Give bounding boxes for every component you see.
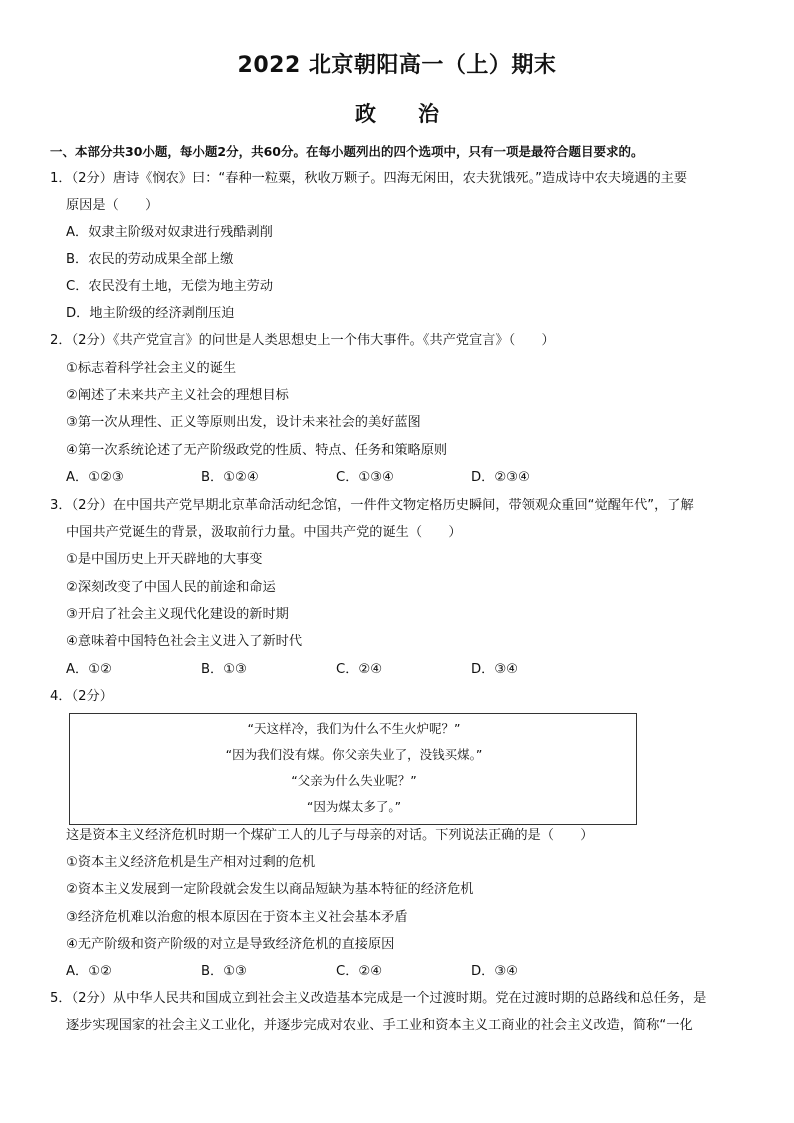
question-5-stem-cont: 逐步实现国家的社会主义工业化，并逐步完成对农业、手工业和资本主义工商业的社会主义改造，简称“一化 bbox=[66, 1018, 693, 1033]
dialogue-line-3: “父亲为什么失业呢？” bbox=[291, 773, 417, 788]
question-3-stem: 3．（2分）在中国共产党早期北京革命活动纪念馆，一件件文物定格历史瞬间，带领观众重回“觉醒年代”，了解 bbox=[50, 498, 694, 513]
question-4-item-1: ①资本主义经济危机是生产相对过剩的危机 bbox=[66, 855, 316, 870]
question-2-item-4: ④第一次系统论述了无产阶级政党的性质、特点、任务和策略原则 bbox=[66, 443, 448, 458]
question-2-choices bbox=[66, 469, 606, 487]
question-2-item-3: ③第一次从理性、正义等原则出发，设计未来社会的美好蓝图 bbox=[66, 415, 421, 430]
choice-d: D．③④ bbox=[471, 662, 518, 677]
choice-d: D．③④ bbox=[471, 964, 518, 979]
dialogue-box bbox=[69, 713, 637, 825]
question-2-item-1: ①标志着科学社会主义的诞生 bbox=[66, 361, 237, 376]
question-5-stem: 5．（2分）从中华人民共和国成立到社会主义改造基本完成是一个过渡时期。党在过渡时期的总路线和总任务，是 bbox=[50, 991, 707, 1006]
question-4-item-2: ②资本主义发展到一定阶段就会发生以商品短缺为基本特征的经济危机 bbox=[66, 882, 474, 897]
question-4-item-3: ③经济危机难以治愈的根本原因在于资本主义社会基本矛盾 bbox=[66, 910, 408, 925]
question-3-item-2: ②深刻改变了中国人民的前途和命运 bbox=[66, 580, 276, 595]
choice-a: A．①② bbox=[66, 662, 112, 677]
choice-a: A．①②③ bbox=[66, 470, 124, 485]
choice-a: A．①② bbox=[66, 964, 112, 979]
choice-b: B．①③ bbox=[201, 964, 247, 979]
dialogue-line-1: “天这样冷，我们为什么不生火炉呢？” bbox=[247, 721, 461, 736]
question-1-option-b: B．农民的劳动成果全部上缴 bbox=[66, 252, 234, 267]
question-3-item-4: ④意味着中国特色社会主义进入了新时代 bbox=[66, 634, 303, 649]
question-3-item-3: ③开启了社会主义现代化建设的新时期 bbox=[66, 607, 289, 622]
choice-c: C．②④ bbox=[336, 964, 383, 979]
question-1-option-c: C．农民没有土地，无偿为地主劳动 bbox=[66, 279, 274, 294]
question-4-choices bbox=[66, 963, 606, 981]
question-4-stem-cont: 这是资本主义经济危机时期一个煤矿工人的儿子与母亲的对话。下列说法正确的是（ ） bbox=[66, 828, 594, 843]
choice-b: B．①③ bbox=[201, 662, 247, 677]
question-3-stem-cont: 中国共产党诞生的背景，汲取前行力量。中国共产党的诞生（ ） bbox=[66, 525, 462, 540]
question-1-option-d: D．地主阶级的经济剥削压迫 bbox=[66, 306, 235, 321]
question-2-item-2: ②阐述了未来共产主义社会的理想目标 bbox=[66, 388, 289, 403]
dialogue-line-2: “因为我们没有煤。你父亲失业了，没钱买煤。” bbox=[225, 747, 483, 762]
choice-d: D．②③④ bbox=[471, 470, 530, 485]
question-4-stem: 4．（2分） bbox=[50, 689, 113, 704]
question-1-stem-cont: 原因是（ ） bbox=[66, 198, 159, 213]
choice-b: B．①②④ bbox=[201, 470, 259, 485]
choice-c: C．②④ bbox=[336, 662, 383, 677]
question-4-item-4: ④无产阶级和资产阶级的对立是导致经济危机的直接原因 bbox=[66, 937, 395, 952]
question-1-option-a: A．奴隶主阶级对奴隶进行残酷剥削 bbox=[66, 225, 273, 240]
section-heading: 一、本部分共30小题，每小题2分，共60分。在每小题列出的四个选项中，只有一项是最符合题目要求的。 bbox=[50, 144, 644, 159]
dialogue-line-4: “因为煤太多了。” bbox=[306, 799, 402, 814]
question-2-stem: 2．（2分）《共产党宣言》的问世是人类思想史上一个伟大事件。《共产党宣言》（ ） bbox=[50, 333, 555, 348]
choice-c: C．①③④ bbox=[336, 470, 394, 485]
question-1-stem: 1．（2分）唐诗《悯农》曰：“春种一粒粟，秋收万颗子。四海无闲田，农夫犹饿死。”造成诗中农夫境遇的主要 bbox=[50, 171, 688, 186]
subject-title: 政 治 bbox=[355, 102, 439, 126]
question-3-item-1: ①是中国历史上开天辟地的大事变 bbox=[66, 552, 263, 567]
question-3-choices bbox=[66, 661, 606, 679]
page-title: 2022 北京朝阳高一（上）期末 bbox=[237, 53, 557, 78]
